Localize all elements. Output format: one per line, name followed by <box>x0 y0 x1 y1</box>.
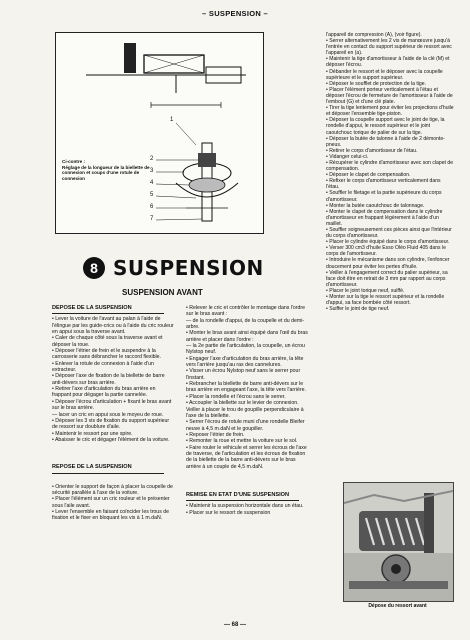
callout-5: 5 <box>150 192 154 198</box>
paragraph: • Faire rouler le véhicule et serrer les écrous de l'axe de traverse, de l'articulation et les écrous de fixation de la biellette de la barre anti-dévers sur le bras arrière à un couple de 4,5 m.daN. <box>186 444 307 470</box>
paragraph: • Tirer la tige lentement pour éviter les projections d'huile et déposer l'ensemble tige-piston. <box>326 105 454 118</box>
technical-figure <box>55 32 264 234</box>
paragraph: • Déposer le soufflet de protection de la tige. <box>326 80 426 87</box>
callout-7: 7 <box>150 216 154 222</box>
paragraph: • Serrer alternativement les 2 vis de manœuvre jusqu'à l'entrée en contact du support supérieur de ressort avec l'appareil en (a). <box>326 38 452 57</box>
paragraph: • Monter le bras avant ainsi équipé dans l'œil du bras arrière et placer dans l'ordre : <box>186 330 308 343</box>
paragraph: • Déposer la butée de talonne à l'aide de 2 démonte-pneus. <box>326 135 445 148</box>
heading-remise-en-etat: REMISE EN ETAT D'UNE SUSPENSION <box>186 491 290 498</box>
paragraph: • Abaisser le cric et dégager l'élément de la voiture. <box>52 436 170 443</box>
figure-caption-text: Réglage de la longueur de la biellette de connexion et coups d'une rotule de connexion <box>62 164 150 181</box>
running-header: – SUSPENSION – <box>202 9 268 18</box>
text-column-1 <box>52 305 174 522</box>
paragraph: • Retirer l'axe d'articulation du bras arrière en frappant pour dégager la partie cannelée. <box>52 386 156 399</box>
section-banner <box>83 253 264 283</box>
paragraph: • Lever l'ensemble en faisant coïncider les trous de fixation et le fixer en bloquant les vis à 1 m.daN. <box>52 508 169 522</box>
heading-repose: REPOSE DE LA SUSPENSION <box>52 464 132 471</box>
paragraph: • Lever la voiture de l'avant au palan à l'aide de l'élingue par les guide-crics ou à l'aide du cric rouleur en appui sous la traverse avant. <box>52 316 174 336</box>
paragraph: • Accoupler la biellette sur le levier de connexion. Veiller à placer le trou de goupille perpendiculaire à l'axe de la biellette. <box>186 400 304 419</box>
photo-illustration <box>344 483 453 601</box>
paragraph: • Refixer le corps d'amortisseur verticalement dans l'étau. <box>326 178 441 191</box>
paragraph: • Déposer l'écrou d'articulation + fixant le bras avant sur le bras arrière. <box>52 398 172 412</box>
callout-2: 2 <box>150 156 154 162</box>
paragraph: • Déposer la coupelle support avec le joint de tige, la rondelle d'appui, le ressort supérieur et le joint caoutchouc torique de palier de sur la tige. <box>326 117 445 136</box>
paragraph: • Serrer l'écrou de rotule muni d'une rondelle Bleifer neuve à 4,5 m.daN et le goupiller. <box>186 419 305 432</box>
paragraph: • Monter la butée caoutchouc de talonnage. <box>326 202 425 209</box>
page-number: — 68 — <box>223 622 246 628</box>
paragraph: • Veiller à l'engagement correct du palier supérieur, sa face doit être en retrait de 3 mm par rapport au corps d'amortisseur. <box>326 269 448 288</box>
paragraph: • Suiffer le joint de tige neuf. <box>326 306 390 313</box>
paragraph: • Déposer l'axe de fixation de la biellette de barre anti-dévers sur bras arrière. <box>52 373 165 386</box>
callout-3: 3 <box>150 168 154 174</box>
paragraph: • Déposer le clapet de compensation. <box>326 172 411 179</box>
paragraph: • Monter le clapet de compensation dans le cylindre d'amortisseur en frappant légèrement à l'aide d'un maillet. <box>326 208 443 227</box>
heading-depose: DEPOSE DE LA SUSPENSION <box>52 305 132 311</box>
heading-rule <box>186 500 299 501</box>
callout-4: 4 <box>150 180 154 186</box>
paragraph: • Déposer l'étrier de frein et le suspendre à la carrosserie sans débrancher le raccord flexible. <box>52 348 161 361</box>
callout-1: 1 <box>170 117 174 123</box>
paragraph: • Introduire le mécanisme dans son cylindre, l'enfoncer doucement pour éviter les pertes d'huile. <box>326 257 450 270</box>
paragraph: • Caler de chaque côté sous la traverse avant et déposer la roue. <box>52 335 163 348</box>
paragraph: • Placer le cylindre équipé dans le corps d'amortisseur. <box>326 239 450 246</box>
paragraph: • Relever le cric et contrôler le montage dans l'ordre sur le bras avant : <box>186 305 306 318</box>
heading-rule <box>52 313 164 314</box>
text-column-2 <box>186 305 309 516</box>
paragraph: • Engager l'axe d'articulation du bras arrière, la tête vers l'arrière jusqu'au ras des cannelures. <box>186 355 304 369</box>
paragraph: • Remonter la roue et mettre la voiture sur le sol. <box>186 438 298 445</box>
paragraph: • Placer la rondelle et l'écrou sans le serrer. <box>186 393 286 400</box>
paragraph: • Visser un écrou Nylstop neuf sans le serrer pour l'instant. <box>186 368 301 381</box>
paragraph: • Récupérer le cylindre d'amortisseur avec son clapet de compensation. <box>326 159 454 173</box>
paragraph: • Souffler le filetage et la partie supérieure du corps d'amortisseur. <box>326 190 442 203</box>
section-title: SUSPENSION <box>113 256 264 280</box>
suspension-drawing <box>56 33 263 233</box>
paragraph: — de la rondelle d'appui, de la coupelle et du demi-arbre. <box>186 317 305 331</box>
paragraph: • Maintenir la tige d'amortisseur à l'aide de la clé (M) et déposer l'écrou. <box>326 56 450 69</box>
figure-caption-title: Ci-contre : <box>62 159 85 164</box>
paragraph: • Placer sur le ressort de suspension <box>186 509 271 516</box>
paragraph: • Rebrancher la biellette de barre anti-dévers sur le bras arrière en engageant l'axe, la tête vers l'arrière. <box>186 381 306 394</box>
paragraph: • Souffler soigneusement ces pièces ainsi que l'intérieur du corps d'amortisseur. <box>326 227 452 240</box>
paragraph: • Déposer les 3 vis de fixation du support supérieur de ressort sur doublure d'aile. <box>52 417 170 431</box>
paragraph: • Enlever la rotule de connexion à l'aide d'un extracteur. <box>52 360 154 374</box>
paragraph: • Placer l'élément porteur verticalement à l'étau et déposer l'écrou de fermeture de l'amortisseur à l'aide de l'embout (G) et d'une clé plate. <box>326 86 453 106</box>
paragraph: • Débander le ressort et le déposer avec la coupelle supérieure et le support supérieur. <box>326 68 443 81</box>
paragraph: — la 2e partie de l'articulation, la coupelle, un écrou Nylstop neuf. <box>186 343 305 356</box>
section-subtitle: SUSPENSION AVANT <box>122 288 203 297</box>
callout-6: 6 <box>150 204 154 210</box>
section-number-badge: 8 <box>83 257 105 279</box>
paragraph: — lacer un cric en appui sous le moyeu de roue. <box>52 411 164 418</box>
heading-rule <box>52 473 164 474</box>
paragraph: • Verser 300 cm3 d'huile Esso Oléo Fluid 405 dans le corps de l'amortisseur. <box>326 245 446 258</box>
paragraph: • Orienter le support de façon à placer la coupelle de sécurité parallèle à l'axe de la voiture. <box>52 483 173 496</box>
spring-removal-photo <box>343 482 454 602</box>
paragraph: • Maintenir le ressort par une spire. <box>52 430 133 437</box>
paragraph: • Maintenir la suspension horizontale dans un étau. <box>186 503 304 510</box>
paragraph: l'appareil de compression (A), (voir figure). <box>326 32 422 38</box>
paragraph: • Reposer l'étrier de frein. <box>186 431 245 438</box>
paragraph: • Monter sur la tige le ressort supérieur et la rondelle d'appui, sa face bombée côté ressort. <box>326 294 445 307</box>
figure-caption <box>62 159 157 181</box>
paragraph: • Retirer le corps d'amortisseur de l'étau. <box>326 147 418 154</box>
text-column-3 <box>326 32 454 312</box>
paragraph: • Placer l'élément sur un cric rouleur et le présenter sous l'aile avant. <box>52 496 170 509</box>
paragraph: • Placer le joint torique neuf, suiffé. <box>326 287 405 294</box>
paragraph: • Vidanger celui-ci. <box>326 153 369 160</box>
photo-caption: Dépose du ressort avant <box>368 603 427 609</box>
